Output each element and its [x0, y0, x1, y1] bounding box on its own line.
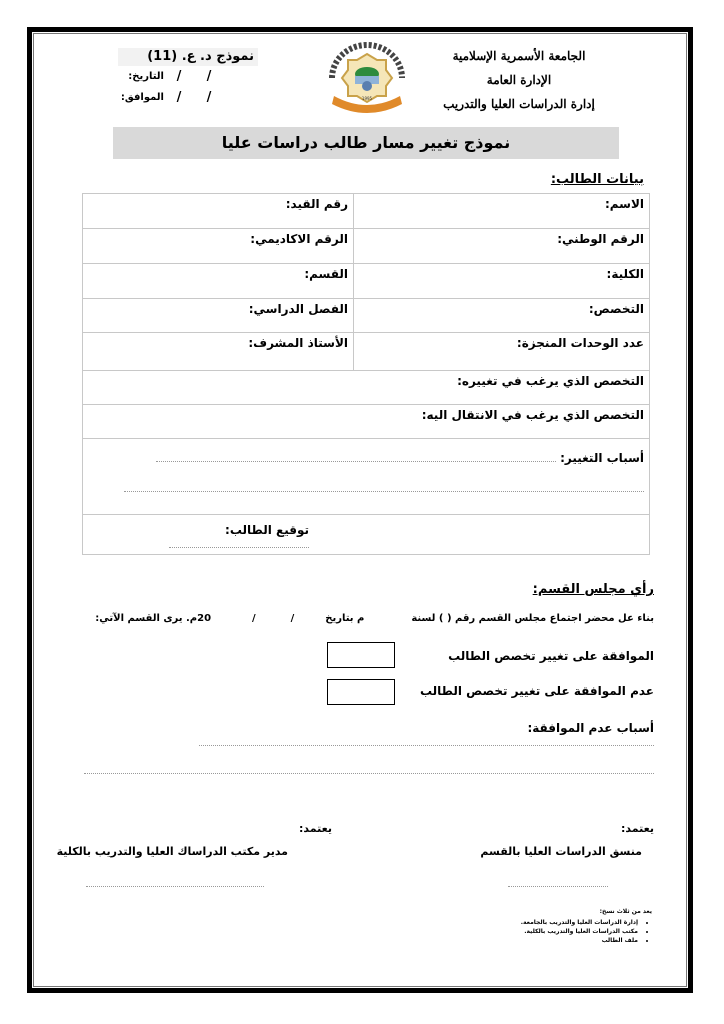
reject-option-label: عدم الموافقة على تغيير تخصص الطالب	[419, 684, 654, 698]
department-name: إدارة الدراسات العليا والتدريب	[443, 97, 595, 111]
svg-text:1995: 1995	[361, 96, 373, 101]
statement-part2: م بتاريخ	[325, 613, 365, 624]
university-name: الجامعة الأسمرية الإسلامية	[452, 49, 586, 63]
change-reasons-field[interactable]: أسباب التغيير:	[83, 439, 650, 515]
supervisor-field[interactable]: الأستاذ المشرف:	[83, 333, 354, 371]
approve-checkbox[interactable]	[327, 642, 395, 668]
target-specialization-field[interactable]: التخصص الذي يرغب في الانتقال اليه:	[83, 405, 650, 439]
date-slash: /	[290, 613, 295, 624]
date-slash: /	[206, 69, 212, 84]
date-slash: /	[176, 90, 182, 105]
form-title: نموذج تغيير مسار طالب دراسات عليا	[113, 127, 619, 159]
council-statement	[74, 613, 654, 624]
date-slash: /	[176, 69, 182, 84]
form-code: نموذج د. ع. (11)	[118, 48, 258, 66]
director-approve-label: يعتمد:	[299, 822, 332, 835]
student-data-heading: بيانات الطالب:	[550, 172, 644, 187]
university-seal-logo	[322, 38, 412, 116]
institution-header	[409, 44, 629, 116]
coordinator-signature-line[interactable]	[508, 872, 608, 891]
completed-units-field[interactable]: عدد الوحدات المنجزة:	[354, 333, 650, 371]
date-label: التاريخ:	[128, 71, 164, 82]
form-meta	[118, 48, 258, 108]
copy-item: • ملف الطالب	[512, 936, 638, 945]
copy-item: • مكتب الدراسات العليا والتدريب بالكلية.	[512, 927, 638, 936]
council-opinion-heading: رأي مجلس القسم:	[532, 582, 654, 597]
date-slash: /	[206, 90, 212, 105]
semester-field[interactable]: الفصل الدراسي:	[83, 299, 354, 333]
copies-heading: يعد من ثلاث نسخ:	[599, 908, 652, 915]
approve-option-label: الموافقة على تغيير تخصص الطالب	[448, 649, 654, 663]
reject-reasons-field[interactable]: أسباب عدم الموافقة:	[79, 721, 654, 777]
statement-part1: بناء عل محضر اجتماع مجلس القسم رقم ( ) لسنة	[411, 613, 654, 624]
hijri-date-row	[118, 87, 258, 108]
name-field[interactable]: الاسم:	[354, 194, 650, 229]
hijri-date-label: الموافق:	[120, 92, 164, 103]
copies-note	[512, 907, 652, 945]
academic-number-field[interactable]: الرقم الاكاديمي:	[83, 229, 354, 264]
faculty-field[interactable]: الكلية:	[354, 264, 650, 299]
national-id-field[interactable]: الرقم الوطني:	[354, 229, 650, 264]
department-field[interactable]: القسم:	[83, 264, 354, 299]
coordinator-title: منسق الدراسات العليا بالقسم	[480, 845, 642, 858]
student-info-table	[82, 193, 650, 555]
specialization-field[interactable]: التخصص:	[354, 299, 650, 333]
director-title: مدير مكتب الدراساك العليا والتدريب بالكلية	[56, 845, 288, 858]
reject-checkbox[interactable]	[327, 679, 395, 705]
registration-number-field[interactable]: رقم القيد:	[83, 194, 354, 229]
director-signature-line[interactable]	[86, 872, 264, 891]
date-row	[118, 66, 258, 87]
date-slash: /	[252, 613, 256, 624]
statement-part3: 20م. يرى القسم الآتي:	[95, 613, 212, 624]
administration-name: الإدارة العامة	[486, 73, 552, 87]
coordinator-approve-label: يعتمد:	[621, 822, 654, 835]
copy-item: • إدارة الدراسات العليا والتدريب بالجامعة.	[512, 918, 638, 927]
student-signature-field[interactable]: توقيع الطالب:	[83, 515, 650, 555]
current-specialization-field[interactable]: التخصص الذي يرغب في تغييره:	[83, 371, 650, 405]
